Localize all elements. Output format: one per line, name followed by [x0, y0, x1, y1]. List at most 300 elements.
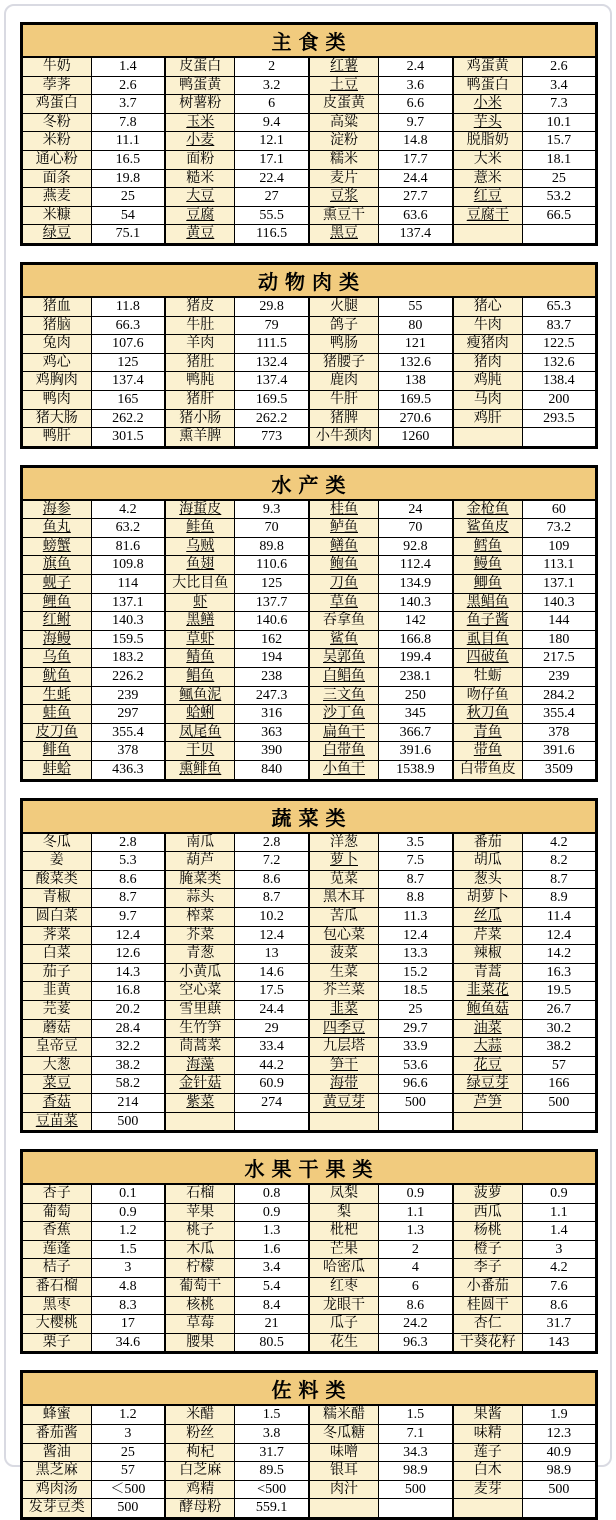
food-link[interactable]	[309, 686, 379, 705]
food-value-cell: 500	[379, 1480, 453, 1499]
food-link[interactable]	[453, 1056, 523, 1075]
food-name-text[interactable]: 笋干	[330, 1057, 358, 1073]
food-name-text[interactable]: 红鲋	[42, 613, 71, 629]
food-link[interactable]	[165, 206, 235, 225]
food-value-cell: 199.4	[379, 649, 453, 668]
food-name-text: 包心菜	[323, 927, 365, 943]
food-name-cell	[309, 390, 379, 409]
food-name-text: 芫荽	[42, 1001, 71, 1017]
food-name-text[interactable]: 桂鱼	[330, 501, 358, 517]
food-name-cell	[309, 372, 379, 391]
food-link[interactable]	[165, 668, 235, 687]
food-value-cell: 113.1	[522, 556, 596, 575]
food-link[interactable]	[22, 1093, 92, 1112]
food-name-text: 葡萄	[42, 1204, 71, 1220]
food-link[interactable]	[22, 630, 92, 649]
food-name-text[interactable]: 鲳鱼	[186, 669, 215, 685]
food-value-cell: 12.1	[235, 132, 309, 151]
food-link[interactable]	[309, 668, 379, 687]
food-name-text: 苋菜	[330, 871, 358, 887]
table-row	[22, 593, 597, 612]
food-name-text: 白菜	[42, 946, 71, 962]
food-name-text[interactable]: 鲺鱼泥	[179, 687, 222, 703]
food-name-text[interactable]: 玉米	[186, 114, 215, 130]
food-name-text[interactable]: 虱目鱼	[466, 631, 509, 647]
food-value-cell: 5.4	[235, 1278, 309, 1297]
food-name-text[interactable]: 大豆	[186, 189, 215, 205]
food-link[interactable]	[309, 742, 379, 761]
food-link[interactable]	[165, 686, 235, 705]
food-value-cell	[235, 1112, 309, 1132]
food-name-text: 兔肉	[42, 336, 71, 352]
food-name-text: 牛肉	[473, 317, 502, 333]
table-row	[22, 1184, 597, 1203]
table-row	[22, 761, 597, 781]
food-name-text: 白芝麻	[179, 1463, 222, 1479]
food-name-text[interactable]: 黑豆	[330, 226, 358, 242]
food-link[interactable]	[309, 630, 379, 649]
food-name-cell	[165, 1315, 235, 1334]
food-name-text: 青葱	[186, 946, 215, 962]
food-name-cell	[453, 761, 523, 781]
food-name-text: 脱脂奶	[466, 133, 509, 149]
food-name-text[interactable]: 小米	[473, 96, 502, 112]
table-row	[22, 945, 597, 964]
food-value-cell: 355.4	[522, 705, 596, 724]
food-link[interactable]	[165, 630, 235, 649]
food-link[interactable]	[453, 1019, 523, 1038]
food-name-text: 凤梨	[330, 1186, 358, 1202]
food-name-cell	[453, 1480, 523, 1499]
food-name-text[interactable]: 白带鱼	[323, 743, 365, 759]
food-name-text[interactable]: 黄豆芽	[323, 1094, 365, 1110]
food-name-cell	[165, 297, 235, 316]
food-name-text[interactable]: 鲨鱼	[330, 631, 358, 647]
food-link[interactable]	[309, 57, 379, 76]
food-name-text[interactable]: 菜豆	[42, 1076, 71, 1092]
food-name-cell	[453, 1184, 523, 1203]
food-name-text[interactable]: 凤尾鱼	[179, 724, 222, 740]
food-name-text[interactable]: 蛤蜊	[186, 706, 215, 722]
food-name-text[interactable]: 绿豆	[42, 226, 71, 242]
food-value-cell: 13	[235, 945, 309, 964]
food-link[interactable]	[22, 537, 92, 556]
food-name-text[interactable]: 草虾	[186, 631, 215, 647]
food-name-text[interactable]: 海蜇皮	[179, 501, 222, 517]
food-name-text[interactable]: 鱿鱼	[42, 669, 71, 685]
food-value-cell: 31.7	[235, 1443, 309, 1462]
food-link[interactable]	[22, 1112, 92, 1132]
food-link[interactable]	[453, 705, 523, 724]
food-link[interactable]	[165, 742, 235, 761]
food-name-text[interactable]: 鱼子酱	[466, 613, 509, 629]
food-link[interactable]	[22, 705, 92, 724]
food-name-text[interactable]: 吴郭鱼	[323, 650, 365, 666]
table-row	[22, 1462, 597, 1481]
food-link[interactable]	[309, 723, 379, 742]
food-link[interactable]	[22, 575, 92, 594]
food-name-cell	[309, 1259, 379, 1278]
food-name-cell	[22, 1296, 92, 1315]
food-link[interactable]	[453, 113, 523, 132]
food-name-text[interactable]: 小鱼干	[323, 762, 365, 777]
food-name-text[interactable]: 红豆	[473, 189, 502, 205]
food-name-cell	[309, 963, 379, 982]
food-value-cell: 98.9	[522, 1462, 596, 1481]
food-name-text[interactable]: 绿豆芽	[466, 1076, 509, 1092]
food-link[interactable]	[165, 761, 235, 781]
food-name-text[interactable]: 香菇	[42, 1094, 71, 1110]
food-name-text[interactable]: 萝卜	[330, 853, 358, 869]
food-link[interactable]	[309, 519, 379, 538]
food-name-cell	[165, 150, 235, 169]
food-value-cell: 7.8	[91, 113, 165, 132]
food-name-text[interactable]: 花豆	[473, 1057, 502, 1073]
food-name-text[interactable]: 大蒜	[473, 1039, 502, 1055]
food-link[interactable]	[165, 225, 235, 245]
food-value-cell: 363	[235, 723, 309, 742]
food-name-text[interactable]: 鲱鱼	[42, 743, 71, 759]
food-link[interactable]	[309, 76, 379, 95]
food-name-text: 蒜头	[186, 890, 215, 906]
table-row	[22, 132, 597, 151]
food-link[interactable]	[453, 593, 523, 612]
food-name-text[interactable]: 芦笋	[473, 1094, 502, 1110]
food-value-cell: 125	[91, 353, 165, 372]
food-name-text[interactable]: 鲑鱼	[186, 520, 215, 536]
food-name-text[interactable]: 鲈鱼	[330, 520, 358, 536]
food-value-cell: 3.8	[235, 1425, 309, 1444]
food-name-text[interactable]: 鱼翅	[186, 557, 215, 573]
food-link[interactable]	[453, 537, 523, 556]
food-value-cell: 2	[379, 1240, 453, 1259]
food-link[interactable]	[22, 742, 92, 761]
food-value-cell: 8.3	[91, 1296, 165, 1315]
food-name-text[interactable]: 蛙鱼	[42, 706, 71, 722]
food-value-cell: 1.1	[522, 1203, 596, 1222]
food-name-text[interactable]: 四破鱼	[466, 650, 509, 666]
food-name-cell	[453, 428, 523, 448]
table-row	[22, 316, 597, 335]
food-name-text: 冬粉	[42, 114, 71, 130]
food-value-cell: 24.2	[379, 1315, 453, 1334]
food-value-cell: 12.3	[522, 1425, 596, 1444]
food-name-cell	[309, 169, 379, 188]
food-value-cell: 2	[235, 57, 309, 76]
food-name-text[interactable]: 韭菜花	[466, 983, 509, 999]
food-name-cell	[165, 1184, 235, 1203]
food-link[interactable]	[453, 500, 523, 519]
food-name-text[interactable]: 黑鳝	[186, 613, 215, 629]
food-name-text: 茄子	[42, 964, 71, 980]
food-name-text[interactable]: 海鳗	[42, 631, 71, 647]
food-name-text[interactable]: 乌鱼	[42, 650, 71, 666]
food-link[interactable]	[453, 630, 523, 649]
food-name-text[interactable]: 旗鱼	[42, 557, 71, 573]
food-link[interactable]	[453, 95, 523, 114]
food-name-cell	[22, 833, 92, 852]
food-link[interactable]	[165, 649, 235, 668]
food-name-text[interactable]: 韭菜	[330, 1001, 358, 1017]
food-link[interactable]	[453, 1093, 523, 1112]
food-table-2	[20, 262, 598, 449]
food-value-cell: 1.4	[91, 57, 165, 76]
food-name-text[interactable]: 鲫鱼	[473, 576, 502, 592]
food-value-cell: 134.9	[379, 575, 453, 594]
food-name-text[interactable]: 蚬子	[42, 576, 71, 592]
table-row	[22, 188, 597, 207]
food-name-text[interactable]: 豆浆	[330, 189, 358, 205]
food-value-cell: 24.4	[235, 1000, 309, 1019]
food-name-text: 银耳	[330, 1463, 358, 1479]
food-name-text[interactable]: 金针菇	[179, 1076, 222, 1092]
food-value-cell: 166	[522, 1075, 596, 1094]
food-name-text[interactable]: 皮刀鱼	[35, 724, 78, 740]
food-name-text[interactable]: 虾	[193, 594, 208, 610]
food-name-text[interactable]: 四季豆	[323, 1020, 365, 1036]
table-row	[22, 889, 597, 908]
section-title: 主 食 类	[22, 24, 597, 58]
food-table-3	[20, 465, 598, 782]
food-value-cell	[379, 1112, 453, 1132]
food-value-cell: 1.5	[235, 1405, 309, 1424]
food-link[interactable]	[453, 723, 523, 742]
food-name-cell	[22, 1480, 92, 1499]
food-name-text[interactable]: 生蚝	[42, 687, 71, 703]
food-link[interactable]	[309, 1019, 379, 1038]
food-link[interactable]	[453, 1075, 523, 1094]
food-value-cell: 138.4	[522, 372, 596, 391]
food-name-text[interactable]: 海带	[330, 1076, 358, 1092]
food-link[interactable]	[165, 188, 235, 207]
table-row	[22, 225, 597, 245]
food-link[interactable]	[165, 723, 235, 742]
food-link[interactable]	[309, 188, 379, 207]
food-name-text[interactable]: 三文鱼	[323, 687, 365, 703]
food-value-cell: 4	[379, 1259, 453, 1278]
food-name-text[interactable]: 海参	[42, 501, 71, 517]
food-value-cell: 165	[91, 390, 165, 409]
food-value-cell: 20.2	[91, 1000, 165, 1019]
food-link[interactable]	[453, 612, 523, 631]
food-link[interactable]	[309, 761, 379, 781]
food-name-text: 鸡心	[42, 354, 71, 370]
food-name-text: 龙眼干	[323, 1297, 365, 1313]
food-name-text[interactable]: 紫菜	[186, 1094, 215, 1110]
food-link[interactable]	[165, 556, 235, 575]
food-link[interactable]	[453, 188, 523, 207]
food-name-text[interactable]: 芋头	[473, 114, 502, 130]
food-link[interactable]	[309, 225, 379, 245]
food-name-text[interactable]: 豆腐干	[466, 207, 509, 223]
food-link[interactable]	[22, 225, 92, 245]
food-link[interactable]	[22, 761, 92, 781]
food-name-text[interactable]: 鳕鱼	[473, 538, 502, 554]
food-value-cell: 96.6	[379, 1075, 453, 1094]
food-name-text[interactable]: 鲍鱼	[330, 557, 358, 573]
food-link[interactable]	[22, 500, 92, 519]
food-link[interactable]	[453, 649, 523, 668]
food-name-cell	[453, 353, 523, 372]
food-name-text[interactable]: 干贝	[186, 743, 215, 759]
food-value-cell: 169.5	[379, 390, 453, 409]
food-name-cell	[309, 1405, 379, 1424]
food-name-text[interactable]: 鲤鱼	[42, 594, 71, 610]
food-name-cell	[22, 982, 92, 1001]
food-link[interactable]	[22, 612, 92, 631]
food-name-text: 米醋	[186, 1407, 215, 1423]
food-value-cell: 162	[235, 630, 309, 649]
food-value-cell: 8.9	[522, 889, 596, 908]
food-name-cell	[165, 1038, 235, 1057]
food-link[interactable]	[165, 537, 235, 556]
food-value-cell	[522, 1112, 596, 1132]
food-link[interactable]	[453, 575, 523, 594]
food-name-cell	[165, 575, 235, 594]
food-link[interactable]	[165, 500, 235, 519]
food-name-text: 杏仁	[473, 1316, 502, 1332]
food-link[interactable]	[453, 206, 523, 225]
food-value-cell: 112.4	[379, 556, 453, 575]
food-name-text[interactable]: 豆苗菜	[35, 1113, 78, 1129]
food-name-text[interactable]: 鱼丸	[42, 520, 71, 536]
food-name-text[interactable]: 熏鲱鱼	[179, 762, 222, 777]
food-name-text[interactable]: 鳗鱼	[473, 557, 502, 573]
food-link[interactable]	[165, 612, 235, 631]
food-value-cell: 355.4	[91, 723, 165, 742]
food-name-text[interactable]: 海藻	[186, 1057, 215, 1073]
food-link[interactable]	[22, 649, 92, 668]
food-link[interactable]	[309, 1075, 379, 1094]
food-link[interactable]	[22, 686, 92, 705]
food-link[interactable]	[165, 1093, 235, 1112]
food-name-cell	[165, 1443, 235, 1462]
food-value-cell: 27.7	[379, 188, 453, 207]
food-link[interactable]	[22, 593, 92, 612]
food-value-cell: 12.6	[91, 945, 165, 964]
food-value-cell: 14.8	[379, 132, 453, 151]
food-name-cell	[453, 150, 523, 169]
food-value-cell: 3.2	[235, 76, 309, 95]
food-name-text[interactable]: 鲭鱼	[186, 650, 215, 666]
food-link[interactable]	[22, 519, 92, 538]
food-name-text[interactable]: 鳝鱼	[330, 538, 358, 554]
food-name-text[interactable]: 秋刀鱼	[466, 706, 509, 722]
food-link[interactable]	[309, 649, 379, 668]
food-link[interactable]	[453, 982, 523, 1001]
food-value-cell: 8.6	[379, 1296, 453, 1315]
food-link[interactable]	[22, 668, 92, 687]
section-title: 蔬 菜 类	[22, 799, 597, 833]
food-link[interactable]	[453, 519, 523, 538]
food-name-text: 圆白菜	[35, 908, 78, 924]
table-row	[22, 1019, 597, 1038]
food-value-cell	[522, 428, 596, 448]
food-name-text[interactable]: 沙丁鱼	[323, 706, 365, 722]
food-value-cell: 29.7	[379, 1019, 453, 1038]
food-name-text[interactable]: 草鱼	[330, 594, 358, 610]
food-name-text[interactable]: 豆腐	[186, 207, 215, 223]
food-name-text: 猪小肠	[179, 410, 222, 426]
food-link[interactable]	[309, 705, 379, 724]
food-link[interactable]	[165, 519, 235, 538]
food-value-cell: 8.6	[522, 1296, 596, 1315]
food-link[interactable]	[453, 907, 523, 926]
food-link[interactable]	[309, 593, 379, 612]
food-link[interactable]	[165, 1056, 235, 1075]
food-name-text: 鸭蛋白	[466, 77, 509, 93]
food-name-text[interactable]: 黑鲳鱼	[466, 594, 509, 610]
food-name-cell	[309, 150, 379, 169]
food-name-text[interactable]: 小麦	[186, 133, 215, 149]
food-link[interactable]	[309, 1056, 379, 1075]
food-link[interactable]	[453, 556, 523, 575]
food-name-text[interactable]: 鲍鱼菇	[466, 1001, 509, 1017]
food-name-text[interactable]: 蚌蛤	[42, 762, 71, 777]
food-link[interactable]	[309, 500, 379, 519]
food-link[interactable]	[309, 852, 379, 871]
table-row	[22, 982, 597, 1001]
food-name-text[interactable]: 红薯	[330, 59, 358, 74]
food-link[interactable]	[453, 742, 523, 761]
food-name-text: 酱油	[42, 1444, 71, 1460]
food-name-text: 冬瓜糖	[323, 1426, 365, 1442]
food-name-text[interactable]: 土豆	[330, 77, 358, 93]
food-name-text[interactable]: 乌贼	[186, 538, 215, 554]
food-name-text[interactable]: 扁鱼干	[323, 724, 365, 740]
food-name-text: 马肉	[473, 391, 502, 407]
food-name-text[interactable]: 油菜	[473, 1020, 502, 1036]
food-name-text[interactable]: 金枪鱼	[466, 501, 509, 517]
food-name-cell	[309, 982, 379, 1001]
food-name-text[interactable]: 鲨鱼皮	[466, 520, 509, 536]
food-link[interactable]	[309, 537, 379, 556]
food-name-text: 栗子	[42, 1334, 71, 1350]
food-name-text[interactable]: 带鱼	[473, 743, 502, 759]
food-link[interactable]	[309, 556, 379, 575]
food-link[interactable]	[309, 1000, 379, 1019]
food-link[interactable]	[165, 593, 235, 612]
food-link[interactable]	[309, 575, 379, 594]
food-name-text[interactable]: 黄豆	[186, 226, 215, 242]
food-link[interactable]	[165, 705, 235, 724]
food-link[interactable]	[22, 556, 92, 575]
food-link[interactable]	[165, 1075, 235, 1094]
food-name-cell	[165, 335, 235, 354]
table-row	[22, 630, 597, 649]
food-link[interactable]	[22, 723, 92, 742]
food-name-text[interactable]: 螃蟹	[42, 538, 71, 554]
food-name-cell	[309, 95, 379, 114]
food-name-text[interactable]: 丝瓜	[473, 908, 502, 924]
food-link[interactable]	[453, 1038, 523, 1057]
food-value-cell: 109.8	[91, 556, 165, 575]
food-name-text: 芥兰菜	[323, 983, 365, 999]
food-name-text[interactable]: 刀鱼	[330, 576, 358, 592]
food-link[interactable]	[22, 1075, 92, 1094]
food-name-text[interactable]: 白鲳鱼	[323, 669, 365, 685]
food-link[interactable]	[453, 1000, 523, 1019]
food-link[interactable]	[165, 113, 235, 132]
table-row	[22, 1056, 597, 1075]
food-value-cell: 137.4	[379, 225, 453, 245]
food-name-text: 腌菜类	[179, 871, 222, 887]
food-value-cell: 26.7	[522, 1000, 596, 1019]
food-value-cell: 1.3	[235, 1222, 309, 1241]
food-name-text[interactable]: 青鱼	[473, 724, 502, 740]
food-link[interactable]	[309, 1093, 379, 1112]
food-link[interactable]	[165, 132, 235, 151]
